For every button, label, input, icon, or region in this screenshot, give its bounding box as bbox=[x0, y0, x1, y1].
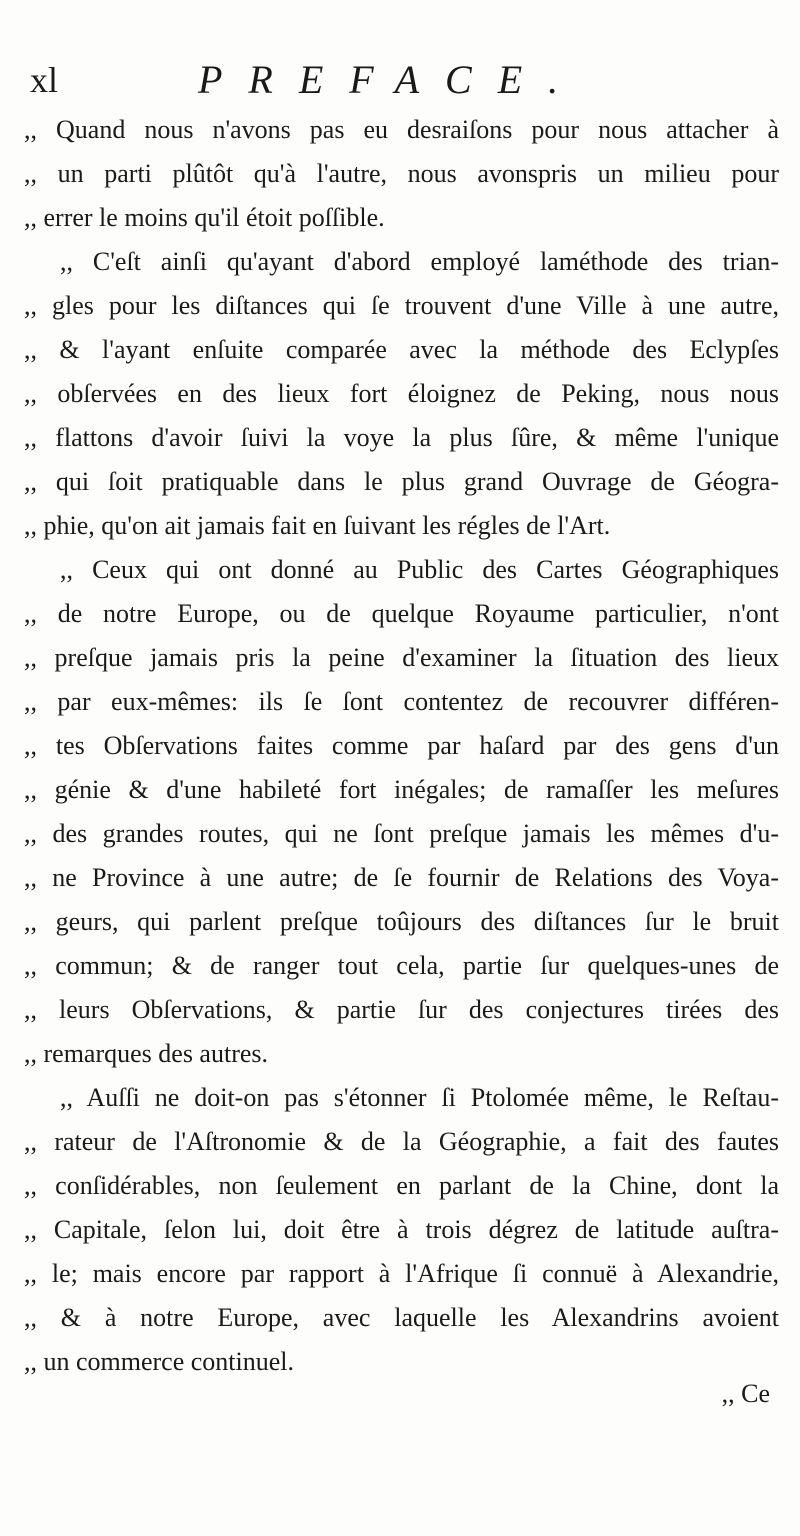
text-line: ,, des grandes routes, qui ne ſont preſque jamais les mêmes d'u- bbox=[24, 819, 779, 848]
text-line: ,, obſervées en des lieux fort éloignez de Peking, nous nous bbox=[24, 379, 779, 408]
page-header bbox=[30, 58, 770, 108]
text-line: ,, & à notre Europe, avec laquelle les Alexandrins avoient bbox=[24, 1303, 779, 1332]
text-line: ,, Quand nous n'avons pas eu desraiſons pour nous attacher à bbox=[24, 115, 779, 144]
text-line: ,, génie & d'une habileté fort inégales; de ramaſſer les meſures bbox=[24, 775, 779, 804]
text-line: ,, conſidérables, non ſeulement en parlant de la Chine, dont la bbox=[24, 1171, 779, 1200]
text-line: ,, de notre Europe, ou de quelque Royaume particulier, n'ont bbox=[24, 599, 779, 628]
text-line: ,, tes Obſervations faites comme par haſard par des gens d'un bbox=[24, 731, 779, 760]
text-line: ,, Auſſi ne doit-on pas s'étonner ſi Ptolomée même, le Reſtau- bbox=[60, 1083, 779, 1112]
text-line: ,, leurs Obſervations, & partie ſur des conjectures tirées des bbox=[24, 995, 779, 1024]
text-line: ,, Ceux qui ont donné au Public des Cartes Géographiques bbox=[60, 555, 779, 584]
text-line: ,, & l'ayant enſuite comparée avec la méthode des Eclypſes bbox=[24, 335, 779, 364]
text-line: ,, errer le moins qu'il étoit poſſible. bbox=[24, 203, 385, 232]
text-line: ,, remarques des autres. bbox=[24, 1039, 269, 1068]
text-line: ,, phie, qu'on ait jamais fait en ſuivant les régles de l'Art. bbox=[24, 511, 611, 540]
text-line: ,, qui ſoit pratiquable dans le plus grand Ouvrage de Géogra- bbox=[24, 467, 779, 496]
page-number: xl bbox=[30, 60, 59, 100]
text-line: ,, par eux-mêmes: ils ſe ſont contentez de recouvrer différen- bbox=[24, 687, 779, 716]
text-line: ,, ne Province à une autre; de ſe fournir de Relations des Voya- bbox=[24, 863, 779, 892]
text-line: ,, preſque jamais pris la peine d'examiner la ſituation des lieux bbox=[24, 643, 779, 672]
text-line: ,, un parti plûtôt qu'à l'autre, nous avonspris un milieu pour bbox=[24, 159, 779, 188]
text-line: ,, C'eſt ainſi qu'ayant d'abord employé laméthode des trian- bbox=[60, 247, 779, 276]
text-line: ,, geurs, qui parlent preſque toûjours des diſtances ſur le bruit bbox=[24, 907, 779, 936]
body-text bbox=[24, 108, 779, 1384]
running-title: PREFACE. bbox=[198, 57, 585, 102]
text-line: ,, flattons d'avoir ſuivi la voye la plus ſûre, & même l'unique bbox=[24, 423, 779, 452]
text-line: ,, un commerce continuel. bbox=[24, 1347, 295, 1376]
catchword: ,, Ce bbox=[721, 1379, 770, 1408]
text-line: ,, Capitale, ſelon lui, doit être à trois dégrez de latitude auſtra- bbox=[24, 1215, 779, 1244]
text-line: ,, gles pour les diſtances qui ſe trouvent d'une Ville à une autre, bbox=[24, 291, 779, 320]
text-line: ,, le; mais encore par rapport à l'Afrique ſi connuë à Alexandrie, bbox=[24, 1259, 779, 1288]
text-line: ,, commun; & de ranger tout cela, partie ſur quelques-unes de bbox=[24, 951, 779, 980]
text-line: ,, rateur de l'Aſtronomie & de la Géographie, a fait des fautes bbox=[24, 1127, 779, 1156]
